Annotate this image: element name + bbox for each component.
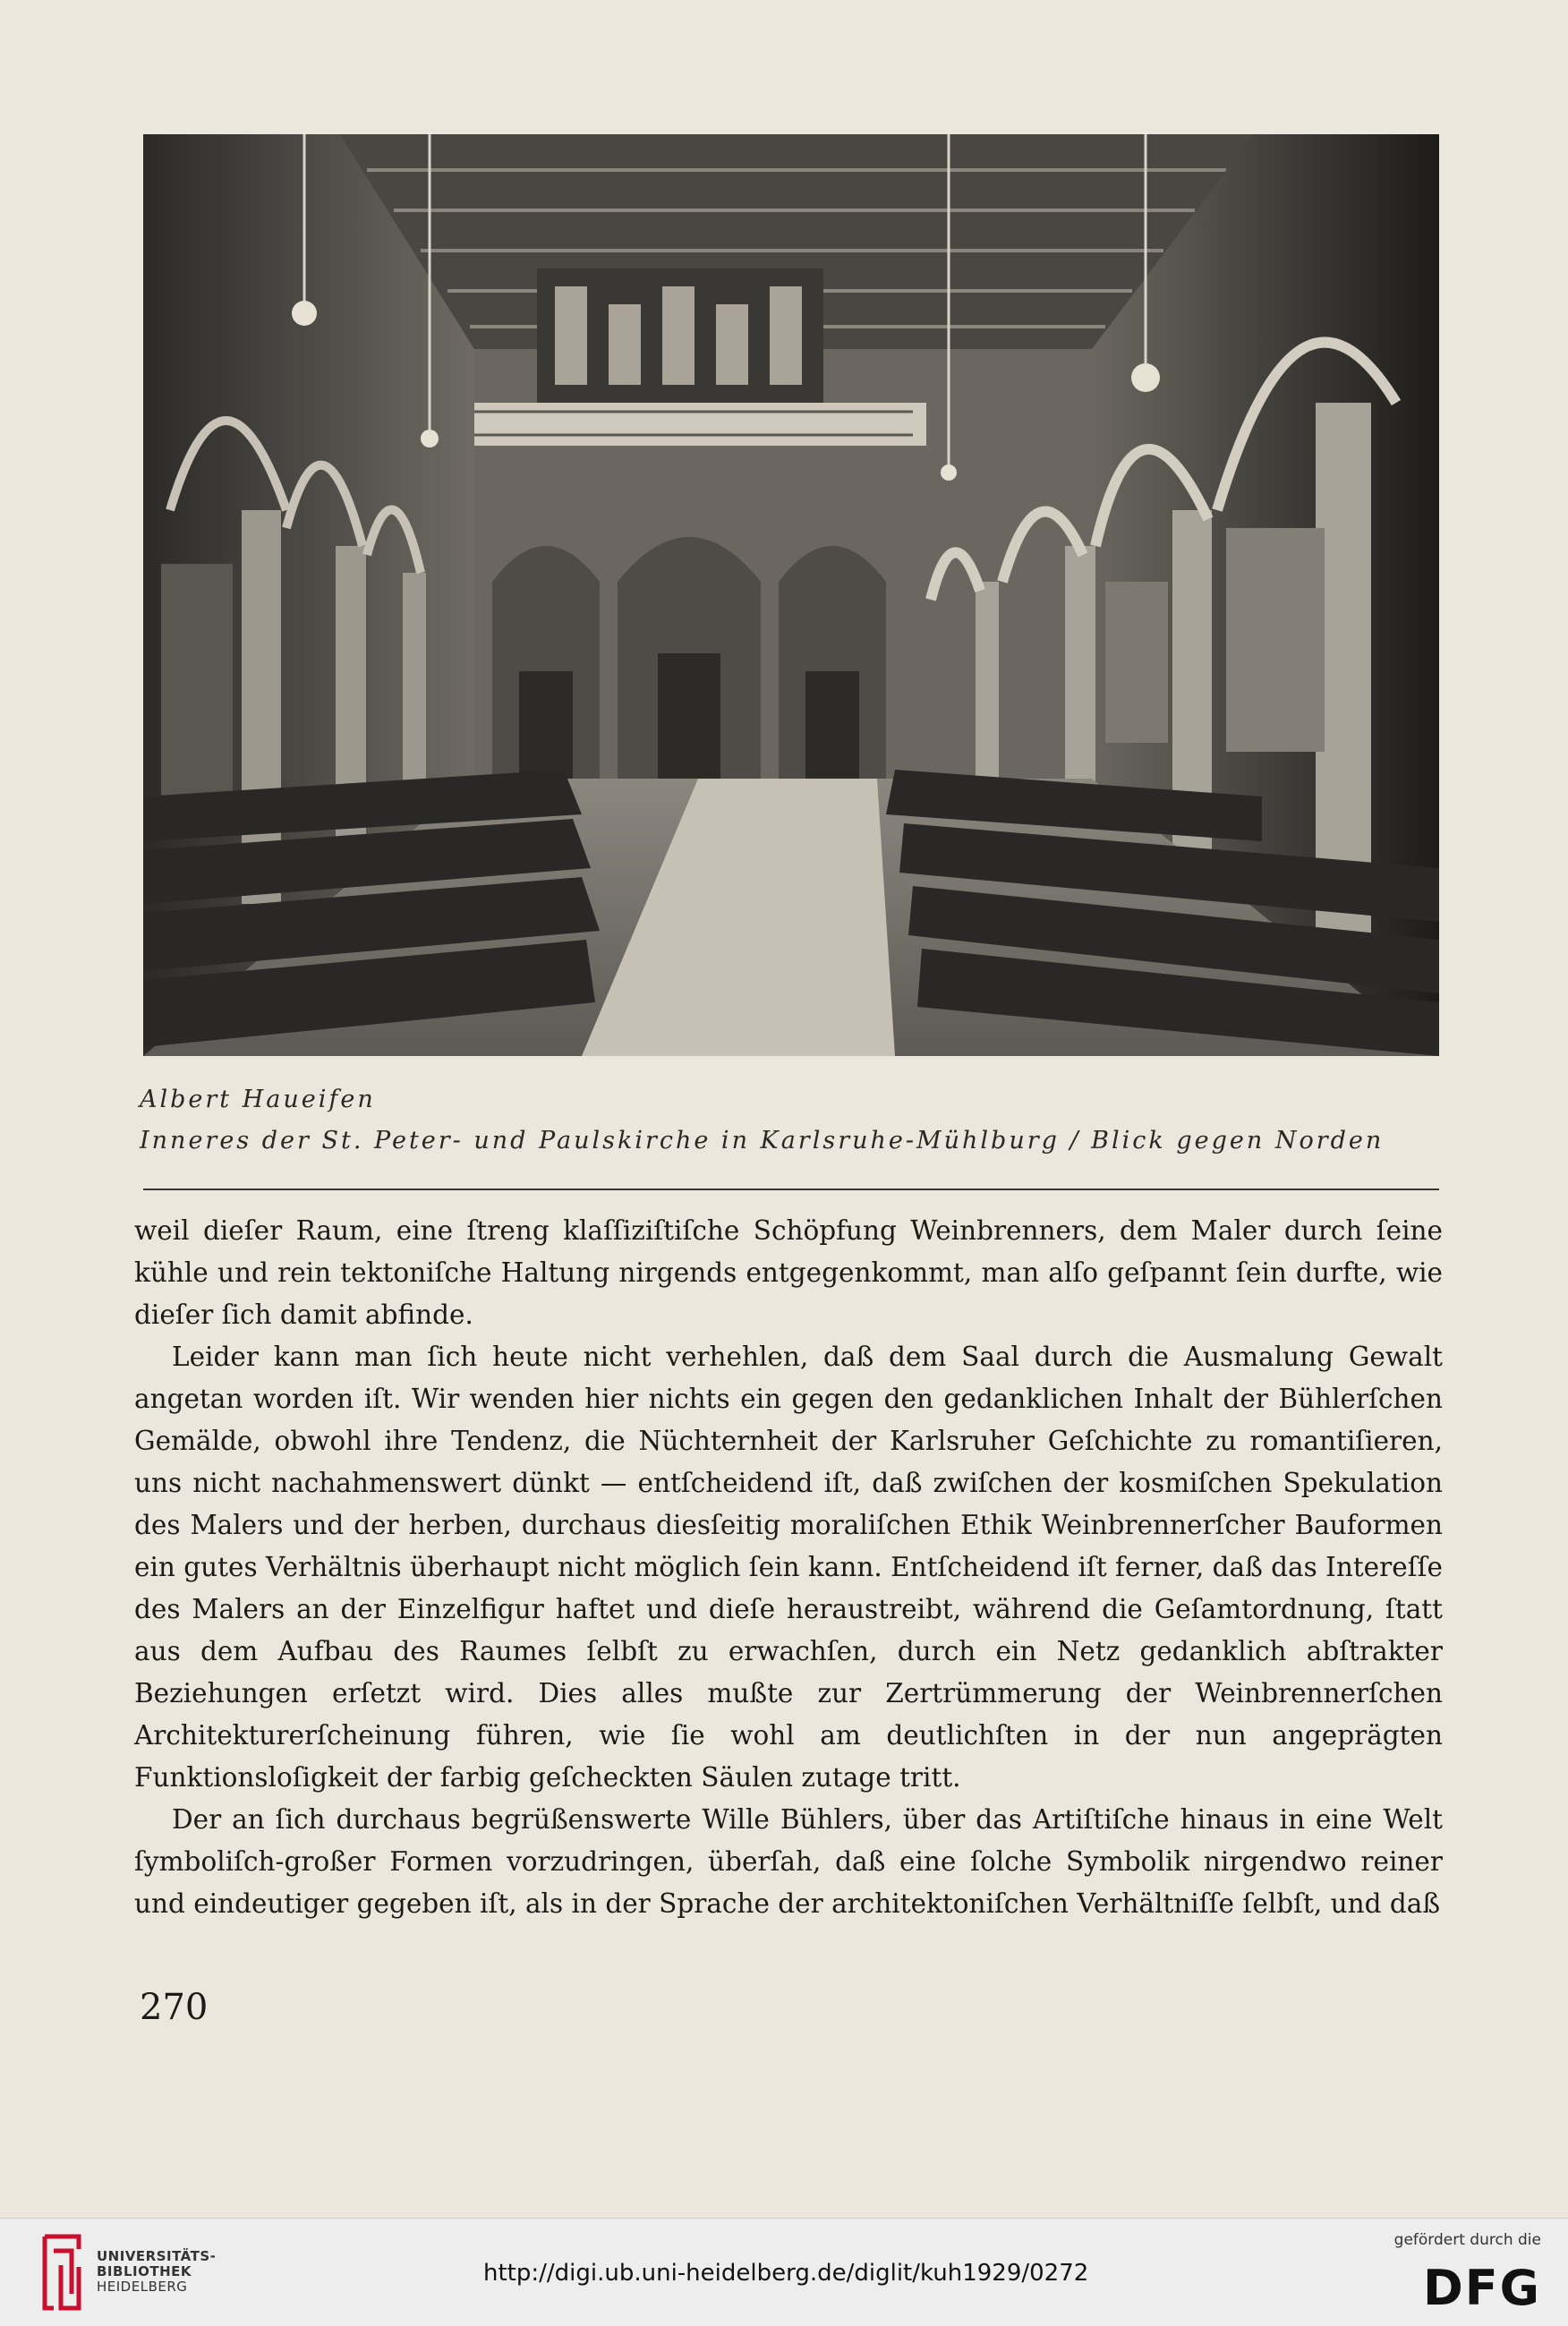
church-interior-photo <box>143 134 1439 1056</box>
church-interior-illustration <box>143 134 1439 1056</box>
library-name: UNIVERSITÄTS- BIBLIOTHEK HEIDELBERG <box>97 2248 217 2295</box>
digital-library-footer <box>0 2218 1568 2326</box>
figure-caption <box>140 1079 1437 1162</box>
dfg-logo: DFG <box>1422 2260 1541 2316</box>
paragraph-1: weil dieſer Raum, eine ſtreng klaſſiziſtiſche Schöpfung Weinbrenners, dem Maler durch ſeine kühle und rein tektoniſche Haltung nirgends entgegenkommt, man alſo geſpannt ſein durfte, wie dieſer ſich damit abfinde. <box>134 1215 1443 1330</box>
funded-by-label: gefördert durch die <box>1393 2231 1541 2249</box>
paragraph-2: Leider kann man ſich heute nicht verhehlen, daß dem Saal durch die Ausmalung Gewalt angetan worden iſt. Wir wenden hier nichts ein gegen den gedanklichen Inhalt der Bühlerſchen Gemälde, obwohl ihre Tendenz, die Nüchternheit der Karlsruher Geſchichte zu romantiſieren, uns nicht nachahmenswert dünkt — entſcheidend iſt, daß zwiſchen der kosmiſchen Spekulation des Malers und der herben, durchaus diesſeitig moraliſchen Ethik Weinbrennerſcher Bauformen ein gutes Verhältnis überhaupt nicht möglich ſein kann. Entſcheidend iſt ferner, daß das Intereſſe des Malers an der Einzelfigur haftet und dieſe heraustreibt, während die Geſamtordnung, ſtatt aus dem Aufbau des Raumes ſelbſt zu erwachſen, durch ein Netz gedanklich abſtrakter Beziehungen erſetzt wird. Dies alles mußte zur Zertrümmerung der Weinbrennerſchen Architekturerſcheinung führen, wie ſie wohl am deutlichſten in der nun angeprägten Funktionsloſigkeit der farbig geſcheckten Säulen zutage tritt. <box>134 1342 1443 1793</box>
caption-title: Inneres der St. Peter- und Paulskirche in Karlsruhe-Mühlburg / Blick gegen Norden <box>140 1127 1385 1154</box>
ub-heidelberg-logo-icon <box>36 2231 88 2313</box>
permalink-url[interactable]: http://digi.ub.uni-heidelberg.de/diglit/kuh1929/0272 <box>483 2260 1089 2287</box>
page-number: 270 <box>140 1987 209 2028</box>
body-text <box>134 1210 1443 1925</box>
paragraph-3: Der an ſich durchaus begrüßenswerte Wille Bühlers, über das Artiſtiſche hinaus in eine Welt ſymboliſch-großer Formen vorzudringen, überſah, daß eine ſolche Symbolik nirgendwo reiner und eindeutiger gegeben iſt, als in der Sprache der architektoniſchen Verhältniſſe ſelbſt, und daß <box>134 1804 1443 1919</box>
caption-divider <box>143 1189 1439 1190</box>
caption-author: Albert Haueifen <box>140 1086 376 1113</box>
